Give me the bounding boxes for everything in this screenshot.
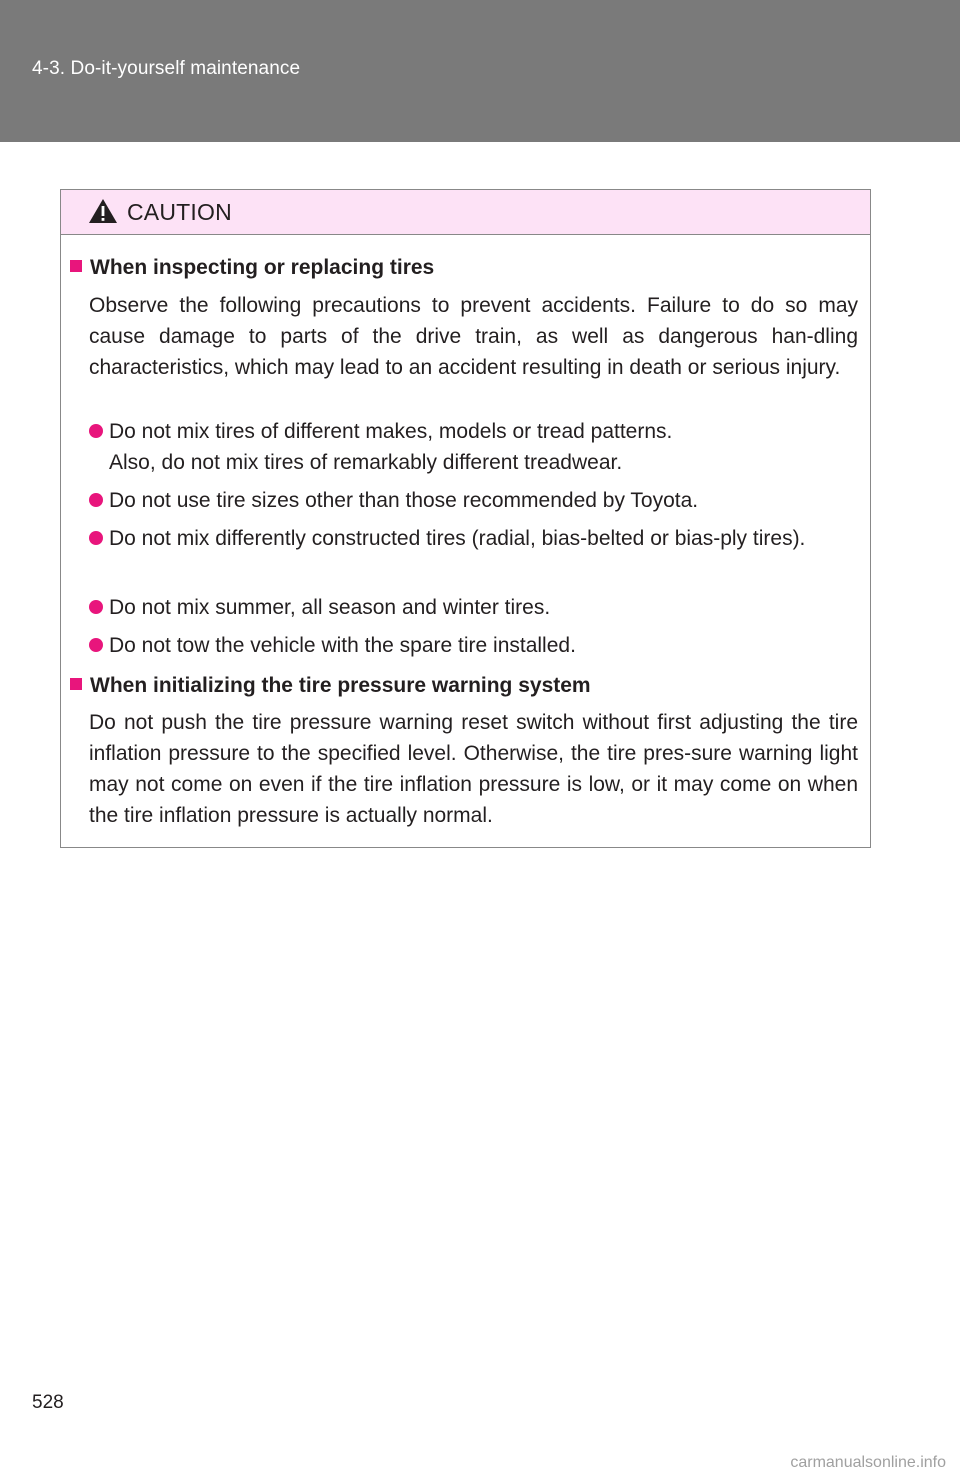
round-bullet-icon [89,531,103,545]
warning-triangle-icon [88,198,118,224]
caution-title: CAUTION [127,199,232,225]
section-heading: When initializing the tire pressure warning system [70,674,591,698]
round-bullet-icon [89,424,103,438]
round-bullet-icon [89,600,103,614]
list-item: Do not mix tires of different makes, models or tread patterns. Also, do not mix tires of remarkably different treadwear. [89,416,858,478]
caution-header [61,190,870,235]
list-item: Do not tow the vehicle with the spare tire installed. [89,630,858,661]
square-bullet-icon [70,260,82,272]
watermark: carmanualsonline.info [790,1454,946,1471]
list-item: Do not mix summer, all season and winter tires. [89,592,858,623]
square-bullet-icon [70,678,82,690]
list-item: Do not use tire sizes other than those recommended by Toyota. [89,485,858,516]
section-label: 4-3. Do-it-yourself maintenance [32,58,301,79]
section-paragraph: Observe the following precautions to prevent accidents. Failure to do so may cause damage to parts of the drive train, as well as dangerous han-dling characteristics, which may lead to an accident resulting in death or serious injury. [89,294,858,379]
caution-box [60,189,871,848]
section-paragraph: Do not push the tire pressure warning reset switch without first adjusting the tire inflation pressure to the specified level. Otherwise, the tire pres-sure warning light may not come on even if the tire inflation pressure is low, or it may come on when the tire inflation pressure is actually normal. [89,711,858,827]
round-bullet-icon [89,638,103,652]
round-bullet-icon [89,493,103,507]
section-heading: When inspecting or replacing tires [70,256,434,280]
page-number: 528 [32,1392,64,1413]
list-item: Do not mix differently constructed tires (radial, bias-belted or bias-ply tires). [89,523,858,554]
